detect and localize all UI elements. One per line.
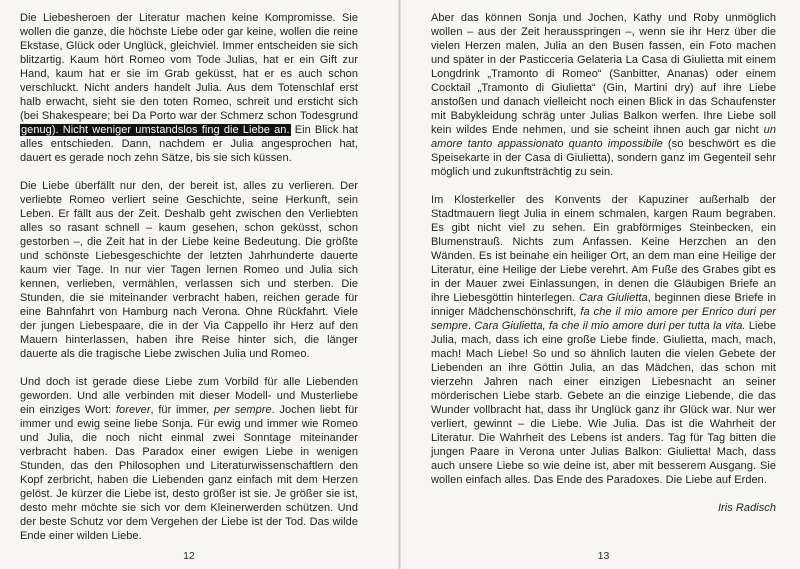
paragraph-text: Im Klosterkeller des Konvents der Kapuziner außerhalb der Stadtmauern liegt Julia in einem schmalen, kargen Raum begraben. Es gibt nicht viel zu sehen. Ein grabförmiges Steinbecken, ein Blumenstrauß. Nichts zum Anfassen. Keine Herzchen an den Wänden. Es ist beinahe ein heiliger Ort, an dem man eine Heilige der Literatur, eine Heilige der Liebe verehrt. Am Fuße des Grabes gibt es in der Mauer zwei Einlassungen, in denen die Gläubigen Briefe an ihre Liebesgöttin hinterlegen. [431,194,776,304]
italic-phrase: fa che il mio amore per Enrico duri per sempre [431,306,776,332]
page-number-right: 13 [597,550,610,562]
page-right-text [431,11,776,515]
paragraph-text: . Jochen liebt für immer und ewig seine liebe Sonja. Für ewig und immer wie Romeo und Julia, die noch nicht einmal zwei Sonntage miteinander verbracht haben. Das Paradox einer ewigen Liebe in wenigen Stunden, das den Philosophen und Literaturwissenschaftlern den Kopf zerbricht, haben die Liebenden ganz einfach mit dem Herzen gelöst. Je kürzer die Liebe ist, desto größer ist sie. Je größer sie ist, desto mehr möchte sie sich vor dem Kleinerwerden schützen. Und der beste Schutz vor dem Vergehen der Liebe ist der Tod. Das wilde Ende einer wilden Liebe. [20,404,358,542]
author-signature: Iris Radisch [717,502,776,514]
paragraph-text: , beginnen diese Briefe in inniger Mädchenschönschrift, [431,292,776,318]
page-number-left: 12 [183,550,195,562]
paragraph-text: Aber das können Sonja und Jochen, Kathy und Roby unmöglich wollen – aus der Zeit herausspringen –, wenn sie ihr Herz über die vielen Herzen malen, Julia an den Busen fassen, ein Foto machen und später in der Pasticceria Gelateria La Casa di Giulietta mit einem Longdrink „Tramonto di Romeo“ (Sanbitter, Ananas) oder einem Cocktail „Tramonto di Giulietta“ (Gin, Martini dry) auf ihre Liebe anstoßen und danach vielleicht noch einen Blick in das Schaufenster mit Babykleidung schräg unter Julias Balkon werfen. Ihre Liebe soll kein wildes Ende nehmen, und sie scheint ihnen auch gar nicht [431,12,776,136]
paragraph-text: Ein Blick hat alles entschieden. Dann, nachdem er Julia angesprochen hat, dauert es gerade noch zehn Sätze, bis sie sich küssen. [20,124,358,164]
highlighted-text: genug). Nicht weniger umstandslos fing die Liebe an. [21,124,290,136]
paragraph-text: Die Liebesheroen der Literatur machen keine Kompromisse. Sie wollen die ganze, die höchste Liebe oder gar keine, wollen die reine Ekstase, Glück oder Unglück, gleichviel. Immer entscheiden sie sich blitzartig. Kaum hört Romeo vom Tode Julias, hat er ein Gift zur Hand, kaum hat er sie im Grab geküsst, hat er es auch schon verschluckt. Nicht anders handelt Julia. Aus dem Totenschlaf erst halb erwacht, sieht sie den toten Romeo, schreit und ersticht sich (bei Shakespeare; bei Da Porto war der Schmerz schon Todesgrund [20,12,358,122]
paragraph-text: Liebe Julia, mach, dass ich eine große Liebe finde. Giulietta, mach, mach, mach! Mach Liebe! So und so ähnlich lauten die vielen Gebete der Liebenden an ihre Göttin Julia, an das Mädchen, das schon mit vierzehn Jahren nach einer einzigen Liebesnacht an seiner mörderischen Liebe starb. Gebete an die einzige Liebende, die das Wunder vollbracht hat, dass ihr Unglück ganz ihr Glück war. Nur wer verliert, gewinnt – die Liebe. Wie Julia. Das ist die Wahrheit der Literatur. Die Wahrheit des Lebens ist anders. Tag für Tag bitten die jungen Paare in Verona unter Julias Balkon: Giulietta! Mach, dass auch unsere Liebe so wie deine ist, aber mit besserem Ausgang. Sie wollen einfach alles. Das Ende des Paradoxes. Die Liebe auf Erden. [431,320,776,486]
paragraph-text: , für immer, [150,404,214,416]
italic-phrase: Cara Giulietta, fa che il mio amore duri per tutta la vita. [474,320,746,332]
paragraph-text: (so beschwört es die Speisekarte in der Casa di Giulietta), sondern ganz im Gegenteil sehr möglich und zukunftsträchtig zu sein. [431,138,776,178]
paragraph-text: Und doch ist gerade diese Liebe zum Vorbild für alle Liebenden geworden. Und alle verbinden mit dieser Modell- und Musterliebe ein einziges Wort: [20,376,358,416]
paragraph-text: . [467,320,475,332]
italic-phrase: per sempre [213,404,272,416]
paragraph-love-overcomes: Die Liebe überfällt nur den, der bereit ist, alles zu verlieren. Der verliebte Romeo verliert seine Geschichte, seine Herkunft, sein Leben. Er fällt aus der Zeit. Deshalb geht zwischen den Verliebten alles so rasant schnell – kaum gesehen, schon geküsst, schon gestorben –, die Zeit hat in der Liebe keine Bedeutung. Die größte und schönste Liebesgeschichte der letzten Jahrhunderte dauerte kaum vier Tage. In nur vier Tagen lernen Romeo und Julia sich kennen, verlieben, vermählen, verlassen sich und sterben. Die Stunden, die sie miteinander verbracht haben, reichen gerade für eine Bahnfahrt von Hamburg nach Verona. Ohne Rückfahrt. Viele der jungen Liebespaare, die in der Via Cappello ihr Herz auf den Mauern hinterlassen, haben ihre Reise hinter sich, die länger dauerte als die tragische Liebe zwischen Julia und Romeo. [20,180,358,360]
italic-phrase: un amore tanto appassionato quanto impossibile [431,124,776,150]
italic-phrase: Cara Giulietta [579,292,648,304]
paragraph-love-heroes [20,11,358,165]
paragraph-verona-tourists [431,11,776,179]
paragraph-julias-grave [431,193,776,487]
paragraph-forever [20,375,358,543]
page-left-text [20,11,358,543]
italic-phrase: forever [115,404,151,416]
page-right [400,0,800,569]
